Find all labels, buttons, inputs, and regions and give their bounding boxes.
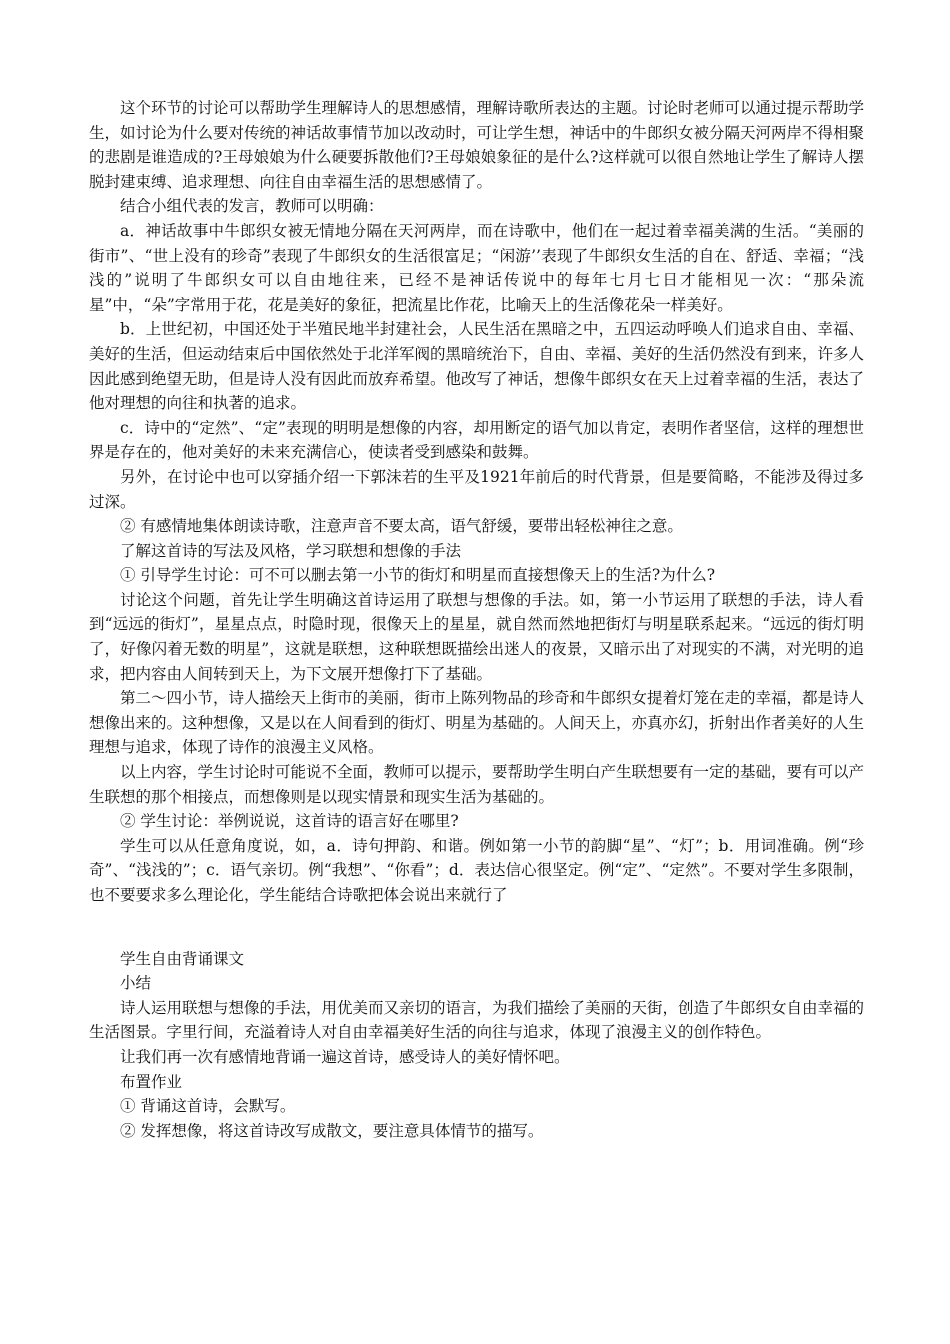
paragraph: 结合小组代表的发言，教师可以明确： xyxy=(120,197,384,216)
section-heading: 学生自由背诵课文 xyxy=(120,949,245,968)
paragraph: 第二～四小节，诗人描绘天上街市的美丽，街市上陈列物品的珍奇和牛郎织女提着灯笼在走的幸福，都是诗人想像出来的。这种想像，又是以在人间看到的街灯、明星为基础的。人间天上，亦真亦幻，折射出作者美好的人生理想与追求，体现了诗作的浪漫主义风格。 xyxy=(89,689,865,757)
paragraph: 诗人运用联想与想像的手法，用优美而又亲切的语言，为我们描绘了美丽的天街，创造了牛郎织女自由幸福的生活图景。字里行间，充溢着诗人对自由幸福美好生活的向往与追求，体现了浪漫主义的创作特色。 xyxy=(89,998,865,1042)
paragraph: ① 引导学生讨论：可不可以删去第一小节的街灯和明星而直接想像天上的生活?为什么? xyxy=(120,566,716,585)
paragraph: 讨论这个问题，首先让学生明确这首诗运用了联想与想像的手法。如，第一小节运用了联想的手法，诗人看到“远远的街灯”，星星点点，时隐时现，很像天上的星星，就自然而然地把街灯与明星联系起来。“远远的街灯明了，好像闪着无数的明星”，这就是联想，这种联想既描绘出迷人的夜景，又暗示出了对现实的不满，对光明的追求，把内容由人间转到天上，为下文展开想像打下了基础。 xyxy=(89,590,864,683)
section-heading: 了解这首诗的写法及风格，学习联想和想像的手法 xyxy=(120,541,462,560)
list-item: ① 背诵这首诗，会默写。 xyxy=(120,1097,296,1116)
section-heading: 小结 xyxy=(120,974,152,993)
paragraph: 学生可以从任意角度说，如，a．诗句押韵、和谐。例如第一小节的韵脚“星”、“灯”；b．用词准确。例“珍奇”、“浅浅的”；c．语气亲切。例“我想”、“你看”；d．表达信心很坚定。例“定”、“定然”。不要对学生多限制，也不要要求多么理论化，学生能结合诗歌把体会说出来就行了 xyxy=(89,836,864,904)
paragraph: ② 学生讨论：举例说说，这首诗的语言好在哪里? xyxy=(120,812,459,831)
paragraph: 让我们再一次有感情地背诵一遍这首诗，感受诗人的美好情怀吧。 xyxy=(120,1047,570,1066)
paragraph: ② 有感情地集体朗读诗歌，注意声音不要太高，语气舒缓，要带出轻松神往之意。 xyxy=(120,517,683,536)
paragraph: 以上内容，学生讨论时可能说不全面，教师可以提示，要帮助学生明白产生联想要有一定的基础，要有可以产生联想的那个相接点，而想像则是以现实情景和现实生活为基础的。 xyxy=(89,763,865,806)
section-heading: 布置作业 xyxy=(120,1072,183,1091)
paragraph: 这个环节的讨论可以帮助学生理解诗人的思想感情，理解诗歌所表达的主题。讨论时老师可以通过提示帮助学生，如讨论为什么要对传统的神话故事情节加以改动时，可让学生想，神话中的牛郎织女被分隔天河两岸不得相聚的悲剧是谁造成的?王母娘娘为什么硬要拆散他们?王母娘娘象征的是什么?这样就可以很自然地让学生了解诗人摆脱封建束缚、追求理想、向往自由幸福生活的思想感情了。 xyxy=(89,99,865,191)
paragraph: a．神话故事中牛郎织女被无情地分隔在天河两岸，而在诗歌中，他们在一起过着幸福美满的生活。“美丽的街市”、“世上没有的珍奇”表现了牛郎织女的生活很富足；“闲游’’表现了牛郎织女生活的自在、舒适、幸福；“浅浅的”说明了牛郎织女可以自由地往来，已经不是神话传说中的每年七月七日才能相见一次：“那朵流星”中，“朵”字常用于花，花是美好的象征，把流星比作花，比喻天上的生活像花朵一样美好。 xyxy=(89,221,864,314)
list-item: ② 发挥想像，将这首诗改写成散文，要注意具体情节的描写。 xyxy=(120,1121,544,1140)
blank-gap xyxy=(89,908,864,947)
paragraph: 另外，在讨论中也可以穿插介绍一下郭沫若的生平及1921年前后的时代背景，但是要简略，不能涉及得过多过深。 xyxy=(89,467,864,511)
document-body xyxy=(89,96,864,1143)
paragraph: c．诗中的“定然”、“定”表现的明明是想像的内容，却用断定的语气加以肯定，表明作者坚信，这样的理想世界是存在的，他对美好的未来充满信心，使读者受到感染和鼓舞。 xyxy=(89,418,864,462)
paragraph: b．上世纪初，中国还处于半殖民地半封建社会，人民生活在黑暗之中，五四运动呼唤人们追求自由、幸福、美好的生活，但运动结束后中国依然处于北洋军阀的黑暗统治下，自由、幸福、美好的生活仍然没有到来，许多人因此感到绝望无助，但是诗人没有因此而放弃希望。他改写了神话，想像牛郎织女在天上过着幸福的生活，表达了他对理想的向往和执著的追求。 xyxy=(89,320,865,413)
